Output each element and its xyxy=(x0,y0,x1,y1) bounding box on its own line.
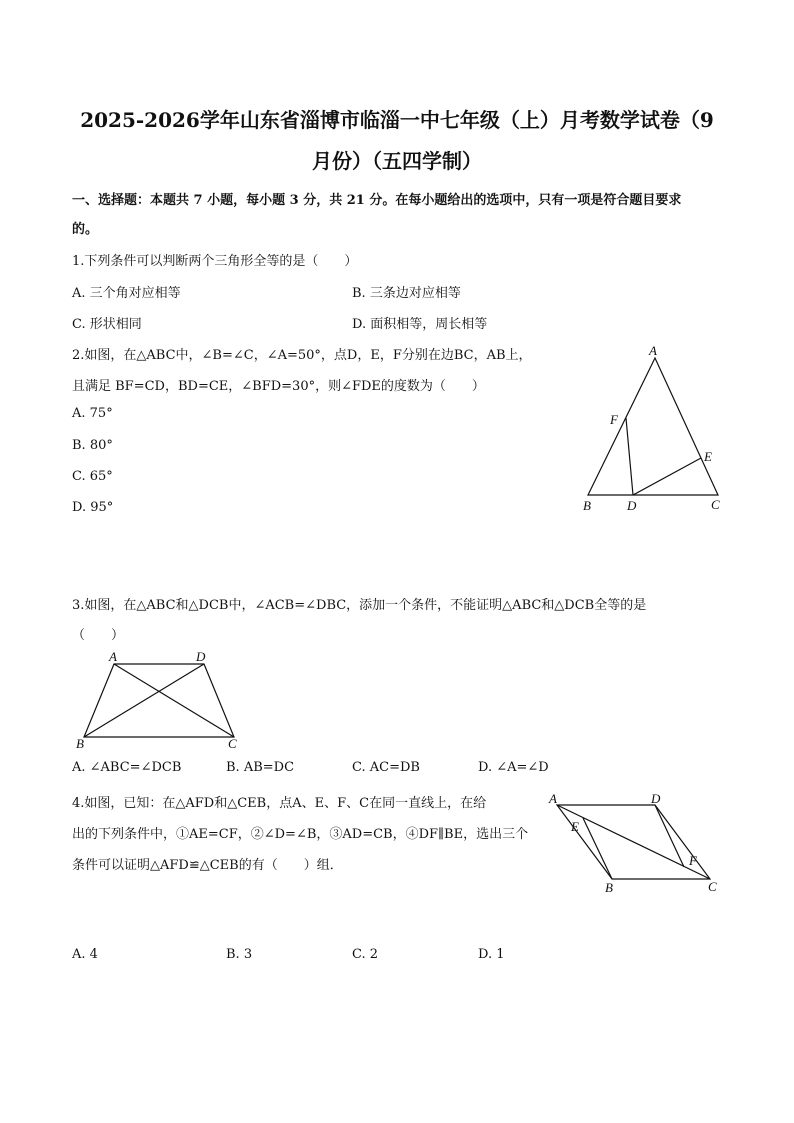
q4-stem-line-2: 出的下列条件中，①AE=CF，②∠D=∠B，③AD=CB，④DF∥BE，选出三个 xyxy=(72,827,529,842)
q3-figure xyxy=(72,645,252,757)
q3-label-d: D xyxy=(196,649,206,664)
q3-segment-ac xyxy=(114,664,234,737)
q4-segment-df xyxy=(655,805,684,867)
q2-triangle-abc xyxy=(588,358,718,495)
q4-label-e: E xyxy=(571,819,579,834)
q2-option-d: D. 95° xyxy=(72,500,114,515)
q3-stem-line-1: 3.如图，在△ABC和△DCB中，∠ACB=∠DBC，添加一个条件，不能证明△ABC和△DCB全等的是 xyxy=(72,598,647,613)
q3-label-b: B xyxy=(76,736,84,751)
section-heading-cont: 的。 xyxy=(72,222,99,237)
q2-label-e: E xyxy=(704,449,712,464)
q2-option-c: C. 65° xyxy=(72,469,113,484)
page-title-line-2: 月份）（五四学制） xyxy=(312,149,482,173)
q2-figure xyxy=(575,340,735,520)
q2-label-c: C xyxy=(711,497,720,512)
q3-label-a: A xyxy=(109,649,117,664)
q2-label-b: B xyxy=(583,498,591,513)
q3-option-b: B. AB=DC xyxy=(226,760,295,775)
q4-segment-ac xyxy=(557,805,710,879)
q1-option-c: C. 形状相同 xyxy=(72,317,142,332)
q4-figure xyxy=(545,788,735,898)
page-title-line-1: 2025-2026学年山东省淄博市临淄一中七年级（上）月考数学试卷（9 xyxy=(80,108,714,132)
q1-option-a: A. 三个角对应相等 xyxy=(72,286,181,301)
q3-option-c: C. AC=DB xyxy=(352,760,420,775)
q2-option-a: A. 75° xyxy=(72,406,113,421)
q4-label-a: A xyxy=(549,791,557,806)
q3-quadrilateral xyxy=(84,664,234,737)
q4-option-d: D. 1 xyxy=(478,947,505,962)
q2-stem-line-1: 2.如图，在△ABC中，∠B=∠C，∠A=50°，点D，E，F分别在边BC，AB上， xyxy=(72,348,532,363)
q2-label-d: D xyxy=(627,498,637,513)
q3-segment-db xyxy=(84,664,204,737)
q2-label-f: F xyxy=(610,412,618,427)
q4-option-b: B. 3 xyxy=(226,947,253,962)
q1-option-b: B. 三条边对应相等 xyxy=(352,286,461,301)
q3-option-d: D. ∠A=∠D xyxy=(478,760,549,775)
q4-label-b: B xyxy=(605,880,613,895)
q4-label-f: F xyxy=(689,853,697,868)
section-heading: 一、选择题：本题共 7 小题，每小题 3 分，共 21 分。在每小题给出的选项中，只有一项是符合题目要求 xyxy=(72,193,682,208)
q1-option-d: D. 面积相等，周长相等 xyxy=(352,317,488,332)
q3-label-c: C xyxy=(228,736,237,751)
q2-option-b: B. 80° xyxy=(72,438,113,453)
q4-option-a: A. 4 xyxy=(72,947,98,962)
q3-stem-line-2: （ ） xyxy=(72,628,125,643)
q1-stem: 1.下列条件可以判断两个三角形全等的是（ ） xyxy=(72,254,358,269)
q4-segment-eb xyxy=(583,818,612,879)
q3-option-a: A. ∠ABC=∠DCB xyxy=(72,760,182,775)
q2-segment-de xyxy=(633,458,701,495)
q2-label-a: A xyxy=(649,343,657,358)
q2-stem-line-2: 且满足 BF=CD，BD=CE，∠BFD=30°，则∠FDE的度数为（ ） xyxy=(72,379,485,394)
q4-option-c: C. 2 xyxy=(352,947,379,962)
q4-label-d: D xyxy=(651,791,661,806)
q4-label-c: C xyxy=(708,879,717,894)
q2-segment-fd xyxy=(626,418,633,495)
q4-stem-line-3: 条件可以证明△AFD≌△CEB的有（ ）组． xyxy=(72,858,343,873)
q4-stem-line-1: 4.如图，已知：在△AFD和△CEB，点A、E、F、C在同一直线上，在给 xyxy=(72,796,487,811)
